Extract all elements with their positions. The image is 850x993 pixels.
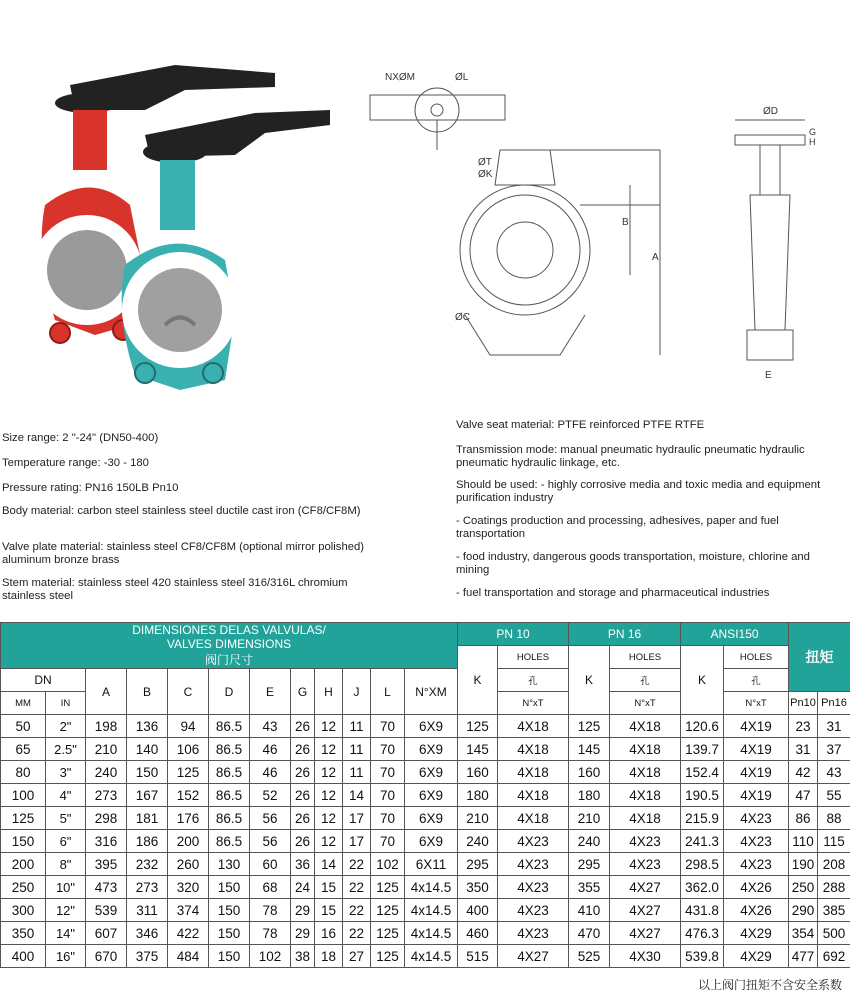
- table-cell: 200: [1, 853, 46, 876]
- table-cell: 298.5: [681, 853, 724, 876]
- table-cell: 410: [569, 899, 610, 922]
- header-in: IN: [46, 692, 86, 715]
- table-cell: 4X27: [610, 922, 681, 945]
- table-cell: 52: [250, 784, 291, 807]
- spec-use-2: - Coatings production and processing, adhesives, paper and fuel transportation: [456, 515, 846, 540]
- table-cell: 375: [127, 945, 168, 968]
- header-torque-pn16: Pn16: [818, 692, 850, 715]
- table-cell: 210: [86, 738, 127, 761]
- table-cell: 4X19: [724, 738, 789, 761]
- table-row: [1, 922, 850, 945]
- table-cell: 86.5: [209, 830, 250, 853]
- table-cell: 374: [168, 899, 209, 922]
- table-cell: 525: [569, 945, 610, 968]
- table-cell: 86.5: [209, 761, 250, 784]
- table-cell: 15: [315, 899, 343, 922]
- table-cell: 150: [209, 876, 250, 899]
- table-cell: 125: [1, 807, 46, 830]
- table-cell: 6": [46, 830, 86, 853]
- header-col-l: L: [371, 669, 405, 715]
- title-line-2: VALVES DIMENSIONS: [167, 637, 291, 651]
- table-cell: 350: [458, 876, 498, 899]
- table-cell: 240: [569, 830, 610, 853]
- table-cell: 26: [291, 807, 315, 830]
- table-cell: 145: [569, 738, 610, 761]
- table-cell: 4X23: [498, 922, 569, 945]
- header-torque-pn10: Pn10: [789, 692, 818, 715]
- table-cell: 23: [789, 715, 818, 738]
- table-row: [1, 830, 850, 853]
- table-cell: 31: [818, 715, 850, 738]
- table-cell: 190: [789, 853, 818, 876]
- table-cell: 125: [371, 899, 405, 922]
- spec-size-range: Size range: 2 "-24" (DN50-400): [2, 432, 158, 445]
- table-cell: 102: [371, 853, 405, 876]
- table-cell: 4X19: [724, 761, 789, 784]
- table-cell: 4X18: [610, 761, 681, 784]
- spec-temperature: Temperature range: -30 - 180: [2, 457, 149, 470]
- header-col-a: A: [86, 669, 127, 715]
- table-cell: 150: [127, 761, 168, 784]
- header-kong-pn16: 孔: [610, 669, 681, 692]
- table-cell: 86.5: [209, 715, 250, 738]
- table-cell: 139.7: [681, 738, 724, 761]
- drawing-label-phi-c: ØC: [455, 312, 470, 323]
- drawing-label-phi-d: ØD: [763, 106, 778, 117]
- table-cell: 22: [343, 853, 371, 876]
- table-cell: 106: [168, 738, 209, 761]
- torque-footnote: 以上阀门扭矩不含安全系数: [698, 976, 842, 993]
- table-cell: 130: [209, 853, 250, 876]
- table-cell: 4X18: [498, 715, 569, 738]
- table-cell: 4X26: [724, 876, 789, 899]
- table-cell: 125: [371, 876, 405, 899]
- table-cell: 4X27: [610, 876, 681, 899]
- table-cell: 120.6: [681, 715, 724, 738]
- table-cell: 125: [371, 922, 405, 945]
- drawing-label-e: E: [765, 370, 772, 381]
- table-cell: 160: [458, 761, 498, 784]
- header-ansi150: ANSI150: [681, 623, 789, 646]
- table-cell: 12: [315, 830, 343, 853]
- table-row: [1, 761, 850, 784]
- spec-body-material: Body material: carbon steel stainless steel ductile cast iron (CF8/CF8M): [2, 505, 361, 518]
- table-cell: 12: [315, 807, 343, 830]
- spec-transmission: Transmission mode: manual pneumatic hydraulic pneumatic hydraulic pneumatic hydraulic linkage, etc.: [456, 444, 846, 469]
- table-cell: 42: [789, 761, 818, 784]
- table-title: [1, 623, 458, 669]
- table-cell: 186: [127, 830, 168, 853]
- table-cell: 539: [86, 899, 127, 922]
- table-cell: 4X27: [610, 899, 681, 922]
- table-row: [1, 807, 850, 830]
- table-cell: 70: [371, 784, 405, 807]
- table-cell: 70: [371, 761, 405, 784]
- header-nxt-ansi: N°xT: [724, 692, 789, 715]
- table-cell: 4x14.5: [405, 899, 458, 922]
- header-holes-pn16: HOLES: [610, 646, 681, 669]
- table-row: [1, 715, 850, 738]
- table-cell: 160: [569, 761, 610, 784]
- table-cell: 250: [789, 876, 818, 899]
- table-cell: 17: [343, 830, 371, 853]
- table-cell: 181: [127, 807, 168, 830]
- table-cell: 4X30: [610, 945, 681, 968]
- drawing-label-h: H: [809, 137, 816, 147]
- table-cell: 6X9: [405, 807, 458, 830]
- table-cell: 11: [343, 761, 371, 784]
- table-cell: 100: [1, 784, 46, 807]
- drawing-label-phi-l: ØL: [455, 72, 469, 83]
- valve-front-drawing: [360, 65, 670, 385]
- table-cell: 4X26: [724, 899, 789, 922]
- table-cell: 431.8: [681, 899, 724, 922]
- header-k-ansi: K: [681, 646, 724, 715]
- table-cell: 311: [127, 899, 168, 922]
- table-cell: 14": [46, 922, 86, 945]
- table-cell: 260: [168, 853, 209, 876]
- table-cell: 22: [343, 899, 371, 922]
- table-cell: 4X18: [610, 738, 681, 761]
- drawing-label-phi-t: ØT: [478, 157, 492, 168]
- table-cell: 473: [86, 876, 127, 899]
- table-cell: 4x14.5: [405, 876, 458, 899]
- table-cell: 22: [343, 876, 371, 899]
- table-cell: 46: [250, 738, 291, 761]
- table-cell: 240: [86, 761, 127, 784]
- table-cell: 15: [315, 876, 343, 899]
- table-cell: 470: [569, 922, 610, 945]
- table-cell: 50: [1, 715, 46, 738]
- table-cell: 484: [168, 945, 209, 968]
- table-cell: 12": [46, 899, 86, 922]
- table-cell: 70: [371, 738, 405, 761]
- header-col-b: B: [127, 669, 168, 715]
- spec-plate-material: Valve plate material: stainless steel CF8/CF8M (optional mirror polished) aluminum bronze brass: [2, 541, 382, 566]
- table-cell: 12: [315, 738, 343, 761]
- table-cell: 355: [569, 876, 610, 899]
- table-cell: 176: [168, 807, 209, 830]
- table-cell: 362.0: [681, 876, 724, 899]
- header-pn16: PN 16: [569, 623, 681, 646]
- table-cell: 56: [250, 807, 291, 830]
- header-nxt-pn10: N°xT: [498, 692, 569, 715]
- table-cell: 4x14.5: [405, 945, 458, 968]
- table-cell: 46: [250, 761, 291, 784]
- table-cell: 232: [127, 853, 168, 876]
- table-cell: 4X18: [498, 807, 569, 830]
- table-cell: 190.5: [681, 784, 724, 807]
- header-col-d: D: [209, 669, 250, 715]
- spec-use-1: Should be used: - highly corrosive media and toxic media and equipment purification industry: [456, 479, 846, 504]
- header-mm: MM: [1, 692, 46, 715]
- table-cell: 180: [569, 784, 610, 807]
- table-cell: 136: [127, 715, 168, 738]
- table-cell: 43: [250, 715, 291, 738]
- table-cell: 16: [315, 922, 343, 945]
- table-cell: 140: [127, 738, 168, 761]
- table-cell: 47: [789, 784, 818, 807]
- header-holes-pn10: HOLES: [498, 646, 569, 669]
- header-kong-ansi: 孔: [724, 669, 789, 692]
- table-cell: 3": [46, 761, 86, 784]
- drawing-label-g: G: [809, 127, 816, 137]
- table-cell: 250: [1, 876, 46, 899]
- table-cell: 70: [371, 830, 405, 853]
- table-cell: 43: [818, 761, 850, 784]
- table-cell: 460: [458, 922, 498, 945]
- table-cell: 4": [46, 784, 86, 807]
- drawing-label-a: A: [652, 252, 659, 263]
- table-cell: 4X23: [610, 853, 681, 876]
- table-cell: 4X29: [724, 945, 789, 968]
- title-line-3: 阀门尺寸: [205, 653, 253, 667]
- spec-pressure: Pressure rating: PN16 150LB Pn10: [2, 482, 178, 495]
- table-cell: 26: [291, 761, 315, 784]
- table-cell: 27: [343, 945, 371, 968]
- table-cell: 4X23: [498, 876, 569, 899]
- table-cell: 29: [291, 922, 315, 945]
- table-cell: 145: [458, 738, 498, 761]
- table-cell: 11: [343, 715, 371, 738]
- table-cell: 288: [818, 876, 850, 899]
- table-row: [1, 738, 850, 761]
- header-k-pn16: K: [569, 646, 610, 715]
- table-cell: 477: [789, 945, 818, 968]
- spec-use-3: - food industry, dangerous goods transportation, moisture, chlorine and mining: [456, 551, 846, 576]
- table-cell: 210: [458, 807, 498, 830]
- table-row: [1, 784, 850, 807]
- table-cell: 422: [168, 922, 209, 945]
- table-cell: 515: [458, 945, 498, 968]
- spec-stem-material: Stem material: stainless steel 420 stainless steel 316/316L chromium stainless steel: [2, 577, 382, 602]
- table-cell: 4X23: [724, 853, 789, 876]
- table-cell: 4x14.5: [405, 922, 458, 945]
- table-cell: 86.5: [209, 738, 250, 761]
- table-cell: 55: [818, 784, 850, 807]
- table-cell: 4X23: [498, 830, 569, 853]
- table-cell: 4X18: [610, 784, 681, 807]
- valve-product-photo: [25, 55, 335, 390]
- table-cell: 152: [168, 784, 209, 807]
- table-cell: 4X18: [498, 784, 569, 807]
- table-cell: 125: [371, 945, 405, 968]
- table-cell: 102: [250, 945, 291, 968]
- header-pn10: PN 10: [458, 623, 569, 646]
- header-col-e: E: [250, 669, 291, 715]
- table-cell: 208: [818, 853, 850, 876]
- table-cell: 198: [86, 715, 127, 738]
- table-cell: 26: [291, 784, 315, 807]
- table-cell: 4X19: [724, 784, 789, 807]
- table-cell: 70: [371, 715, 405, 738]
- table-cell: 68: [250, 876, 291, 899]
- table-cell: 26: [291, 738, 315, 761]
- table-cell: 36: [291, 853, 315, 876]
- table-cell: 316: [86, 830, 127, 853]
- table-cell: 12: [315, 761, 343, 784]
- table-cell: 385: [818, 899, 850, 922]
- table-cell: 670: [86, 945, 127, 968]
- table-cell: 14: [343, 784, 371, 807]
- table-cell: 17: [343, 807, 371, 830]
- header-torque: 扭矩: [789, 623, 850, 692]
- spec-use-4: - fuel transportation and storage and pharmaceutical industries: [456, 587, 769, 600]
- table-cell: 60: [250, 853, 291, 876]
- table-cell: 5": [46, 807, 86, 830]
- table-cell: 4X18: [498, 738, 569, 761]
- dimensions-table: [0, 622, 850, 968]
- table-cell: 350: [1, 922, 46, 945]
- table-cell: 29: [291, 899, 315, 922]
- table-cell: 4X23: [498, 853, 569, 876]
- table-cell: 273: [86, 784, 127, 807]
- table-cell: 78: [250, 899, 291, 922]
- table-cell: 167: [127, 784, 168, 807]
- table-cell: 180: [458, 784, 498, 807]
- table-cell: 298: [86, 807, 127, 830]
- table-cell: 346: [127, 922, 168, 945]
- table-cell: 18: [315, 945, 343, 968]
- table-cell: 215.9: [681, 807, 724, 830]
- table-row: [1, 876, 850, 899]
- header-k-pn10: K: [458, 646, 498, 715]
- table-cell: 125: [569, 715, 610, 738]
- table-cell: 125: [168, 761, 209, 784]
- table-cell: 4X23: [724, 807, 789, 830]
- table-cell: 4X18: [498, 761, 569, 784]
- drawing-label-b: B: [622, 217, 629, 228]
- table-cell: 290: [789, 899, 818, 922]
- header-col-g: G: [291, 669, 315, 715]
- table-cell: 10": [46, 876, 86, 899]
- table-cell: 86.5: [209, 784, 250, 807]
- table-cell: 11: [343, 738, 371, 761]
- table-cell: 14: [315, 853, 343, 876]
- table-cell: 31: [789, 738, 818, 761]
- spec-seat-material: Valve seat material: PTFE reinforced PTFE RTFE: [456, 419, 704, 432]
- drawing-label-phi-k: ØK: [478, 169, 493, 180]
- header-holes-ansi: HOLES: [724, 646, 789, 669]
- table-cell: 500: [818, 922, 850, 945]
- table-cell: 22: [343, 922, 371, 945]
- header-col-j: J: [343, 669, 371, 715]
- table-cell: 152.4: [681, 761, 724, 784]
- table-cell: 6X9: [405, 830, 458, 853]
- table-cell: 476.3: [681, 922, 724, 945]
- table-cell: 6X9: [405, 761, 458, 784]
- table-cell: 295: [458, 853, 498, 876]
- table-cell: 607: [86, 922, 127, 945]
- teal-valve: [122, 110, 330, 390]
- table-cell: 2.5": [46, 738, 86, 761]
- table-cell: 400: [1, 945, 46, 968]
- table-cell: 6X9: [405, 715, 458, 738]
- header-col-nxm: N°XM: [405, 669, 458, 715]
- table-cell: 150: [1, 830, 46, 853]
- table-cell: 4X23: [724, 830, 789, 853]
- table-cell: 4X23: [610, 830, 681, 853]
- table-cell: 320: [168, 876, 209, 899]
- table-cell: 12: [315, 784, 343, 807]
- table-cell: 354: [789, 922, 818, 945]
- valve-side-drawing: [725, 100, 820, 385]
- table-cell: 150: [209, 899, 250, 922]
- table-cell: 539.8: [681, 945, 724, 968]
- table-cell: 200: [168, 830, 209, 853]
- table-cell: 56: [250, 830, 291, 853]
- table-cell: 110: [789, 830, 818, 853]
- title-line-1: DIMENSIONES DELAS VALVULAS/: [132, 623, 326, 637]
- table-cell: 2": [46, 715, 86, 738]
- header-col-h: H: [315, 669, 343, 715]
- table-cell: 78: [250, 922, 291, 945]
- table-cell: 150: [209, 945, 250, 968]
- table-cell: 37: [818, 738, 850, 761]
- table-row: [1, 945, 850, 968]
- table-cell: 12: [315, 715, 343, 738]
- table-cell: 4X18: [610, 715, 681, 738]
- table-row: [1, 899, 850, 922]
- table-cell: 400: [458, 899, 498, 922]
- table-cell: 80: [1, 761, 46, 784]
- table-cell: 125: [458, 715, 498, 738]
- header-dn: DN: [1, 669, 86, 692]
- table-cell: 70: [371, 807, 405, 830]
- table-cell: 26: [291, 830, 315, 853]
- table-cell: 4X23: [498, 899, 569, 922]
- table-cell: 4X18: [610, 807, 681, 830]
- table-cell: 88: [818, 807, 850, 830]
- table-cell: 115: [818, 830, 850, 853]
- table-cell: 26: [291, 715, 315, 738]
- table-cell: 273: [127, 876, 168, 899]
- table-cell: 6X11: [405, 853, 458, 876]
- table-cell: 6X9: [405, 784, 458, 807]
- table-cell: 692: [818, 945, 850, 968]
- table-cell: 86: [789, 807, 818, 830]
- table-row: [1, 853, 850, 876]
- table-cell: 86.5: [209, 807, 250, 830]
- header-kong-pn10: 孔: [498, 669, 569, 692]
- table-cell: 38: [291, 945, 315, 968]
- table-cell: 6X9: [405, 738, 458, 761]
- table-cell: 94: [168, 715, 209, 738]
- table-cell: 295: [569, 853, 610, 876]
- table-cell: 240: [458, 830, 498, 853]
- table-cell: 300: [1, 899, 46, 922]
- table-cell: 4X19: [724, 715, 789, 738]
- table-cell: 24: [291, 876, 315, 899]
- table-cell: 16": [46, 945, 86, 968]
- table-cell: 4X29: [724, 922, 789, 945]
- header-col-c: C: [168, 669, 209, 715]
- table-cell: 65: [1, 738, 46, 761]
- table-cell: 4X27: [498, 945, 569, 968]
- table-cell: 210: [569, 807, 610, 830]
- table-cell: 150: [209, 922, 250, 945]
- table-cell: 395: [86, 853, 127, 876]
- table-cell: 8": [46, 853, 86, 876]
- table-cell: 241.3: [681, 830, 724, 853]
- drawing-label-nxom: NXØM: [385, 72, 415, 83]
- header-nxt-pn16: N°xT: [610, 692, 681, 715]
